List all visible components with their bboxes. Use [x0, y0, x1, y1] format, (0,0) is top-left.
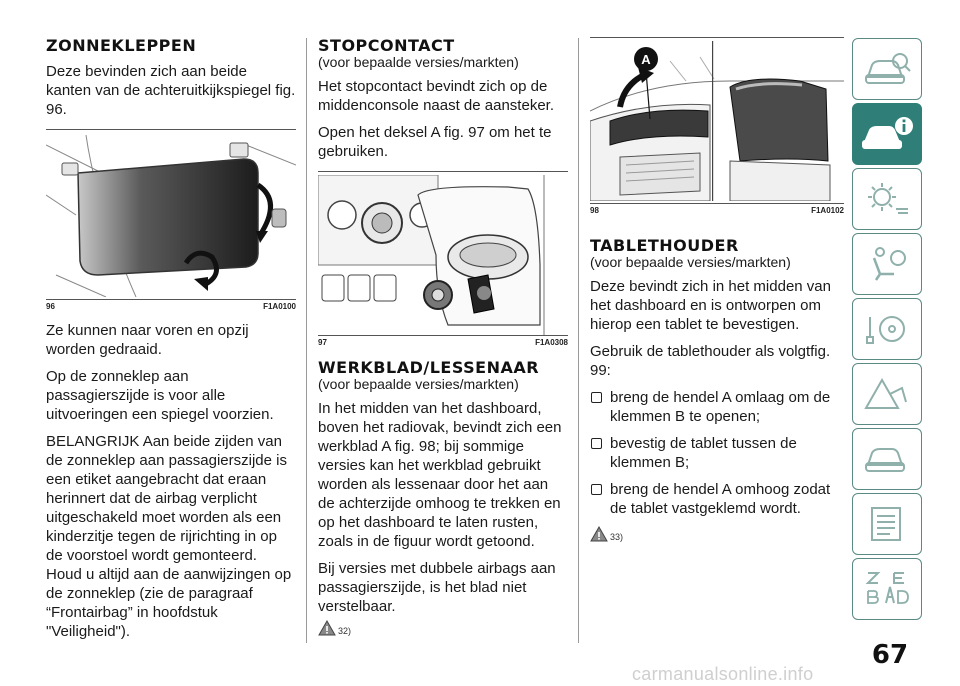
sidebar-item-technical-data[interactable]: [852, 493, 922, 555]
subheading-versions: (voor bepaalde versies/markten): [318, 376, 519, 392]
sidebar-item-dashboard[interactable]: [852, 38, 922, 100]
paragraph-airbag-warning: BELANGRIJK Aan beide zijden van de zonneklep aan passagierszijde is een etiket aangebracht dat eraan herinnert dat de airbag verplicht uitgeschakeld moet worden als een kinderzitje tegen de rijrichting in op de voorstoel wordt gemonteerd. Houd u altijd aan de aanwijzingen op de zonneklep (zie de paragraaf “Frontairbag” in hoofdstuk "Veiligheid").: [46, 433, 292, 640]
list-item: breng de hendel A omhoog zodat de tablet vastgeklemd wordt.: [590, 480, 844, 518]
figure-number: 97: [318, 338, 327, 347]
figure-code: F1A0308: [535, 338, 568, 347]
column-stopcontact: [318, 0, 568, 636]
tablet-steps-list: [590, 388, 844, 518]
car-info-icon: [860, 114, 914, 154]
column-divider: [578, 38, 579, 643]
paragraph-tablet-location: Deze bevindt zich in het midden van het dashboard en is ontworpen om hierop een tablet te bevestigen.: [590, 278, 831, 333]
figure-code: F1A0100: [263, 302, 296, 311]
figure-97: [318, 171, 568, 355]
list-item: bevestig de tablet tussen de klemmen B;: [590, 434, 844, 472]
watermark: carmanualsonline.info: [632, 664, 814, 684]
subheading-versions: (voor bepaalde versies/markten): [590, 254, 791, 270]
warning-triangle-icon: [590, 526, 608, 542]
sidebar-item-safety[interactable]: [852, 233, 922, 295]
figure-96: [46, 129, 296, 309]
paragraph-airbag-note: Bij versies met dubbele airbags aan passagierszijde, is het blad niet verstelbaar.: [318, 560, 556, 615]
sidebar-item-emergency[interactable]: [852, 363, 922, 425]
dashboard-worktable-illustration: [590, 41, 844, 201]
warning-triangle-icon: [862, 374, 912, 414]
heading-werkblad: WERKBLAD/LESSENAAR: [318, 358, 540, 377]
paragraph-tablet-usage: Gebruik de tablethouder als volgtfig. 99:: [590, 343, 831, 379]
column-tablethouder: [590, 0, 844, 542]
figure-98: [590, 37, 844, 223]
paragraph-werkblad: In het midden van het dashboard, boven het radiovak, bevindt zich een werkblad A fig. 98; bij sommige versies kan het werkblad gebruikt worden als lessenaar door het aan de achterzijde omhoog te trekken en op het dashboard te laten rusten, zoals in de figuur wordt getoond.: [318, 400, 562, 550]
figure-code: F1A0102: [811, 206, 844, 215]
sidebar-item-vehicle-info[interactable]: [852, 103, 922, 165]
sidebar-item-maintenance[interactable]: [852, 428, 922, 490]
figure-number: 96: [46, 302, 55, 311]
column-divider: [306, 38, 307, 643]
heading-zonnekleppen: ZONNEKLEPPEN: [46, 36, 197, 55]
checkbox-bullet-icon: [591, 392, 602, 403]
paragraph-mirror: Op de zonneklep aan passagierszijde is voor alle uitvoeringen een spiegel voorzien.: [46, 368, 274, 423]
paragraph-socket-location: Het stopcontact bevindt zich op de middenconsole naast de aansteker.: [318, 78, 554, 114]
car-service-icon: [862, 439, 912, 479]
list-item: breng de hendel A omlaag om de klemmen B te openen;: [590, 388, 844, 426]
sidebar-item-starting-driving[interactable]: [852, 298, 922, 360]
alphabet-index-icon: [862, 569, 912, 609]
callout-label: A: [641, 52, 651, 67]
chapter-sidebar: [852, 38, 922, 623]
warning-reference: [318, 620, 568, 636]
checkbox-bullet-icon: [591, 484, 602, 495]
sun-visor-illustration: [46, 135, 296, 297]
warning-triangle-icon: [318, 620, 336, 636]
paragraph-open-lid: Open het deksel A fig. 97 om het te gebruiken.: [318, 124, 552, 160]
warning-number: 32): [338, 626, 352, 636]
sun-lights-icon: [862, 179, 912, 219]
page-number: 67: [871, 640, 909, 670]
warning-reference: [590, 526, 844, 542]
paragraph-rotate: Ze kunnen naar voren en opzij worden gedraaid.: [46, 322, 249, 358]
checkbox-bullet-icon: [591, 438, 602, 449]
sidebar-item-index[interactable]: [852, 558, 922, 620]
figure-number: 98: [590, 206, 599, 215]
power-socket-illustration: [318, 175, 568, 335]
warning-number: 33): [610, 532, 624, 542]
subheading-versions: (voor bepaalde versies/markten): [318, 54, 519, 70]
seat-airbag-icon: [862, 244, 912, 284]
intro-text: Deze bevinden zich aan beide kanten van de achteruitkijkspiegel fig. 96.: [46, 63, 296, 118]
heading-stopcontact: STOPCONTACT: [318, 36, 455, 55]
sidebar-item-lights[interactable]: [852, 168, 922, 230]
column-zonnekleppen: [46, 0, 296, 641]
steering-key-icon: [862, 309, 912, 349]
checklist-icon: [862, 504, 912, 544]
heading-tablethouder: TABLETHOUDER: [590, 236, 739, 255]
car-search-icon: [862, 49, 912, 89]
